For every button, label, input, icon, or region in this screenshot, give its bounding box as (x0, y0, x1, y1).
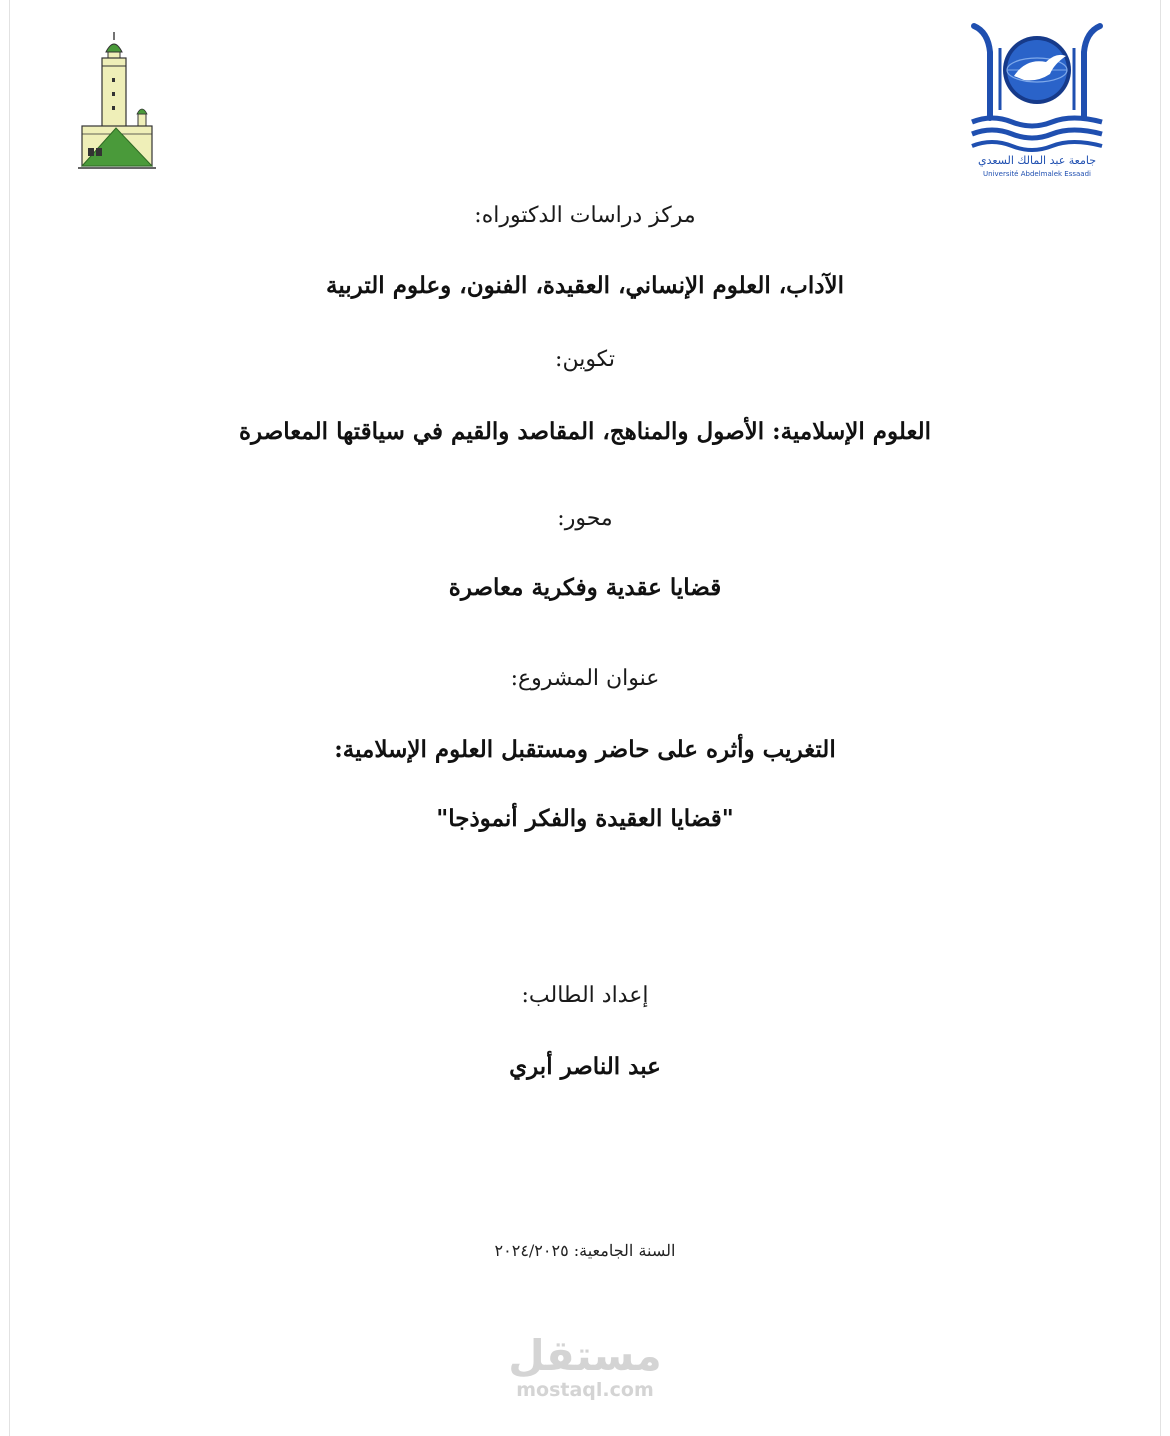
watermark (485, 1331, 685, 1415)
project-title-line1: التغريب وأثره على حاضر ومستقبل العلوم الإسلامية: (334, 736, 836, 763)
watermark-ar: مستقل (508, 1331, 662, 1380)
academic-year: السنة الجامعية: ٢٠٢٤/٢٠٢٥ (494, 1241, 676, 1260)
faculty-logo (78, 30, 156, 172)
doctoral-center-value: الآداب، العلوم الإنساني، العقيدة، الفنون، وعلوم التربية (326, 272, 844, 299)
axis-label: محور: (557, 506, 613, 531)
university-logo (962, 18, 1112, 183)
student-name: عبد الناصر أبري (509, 1053, 661, 1080)
formation-label: تكوين: (555, 347, 615, 372)
minaret-icon (78, 30, 156, 172)
university-logo-icon (962, 18, 1112, 183)
project-title-line2: "قضايا العقيدة والفكر أنموذجا" (436, 805, 734, 832)
doctoral-center-label: مركز دراسات الدكتوراه: (474, 203, 696, 228)
axis-value: قضايا عقدية وفكرية معاصرة (448, 574, 722, 601)
student-label: إعداد الطالب: (521, 983, 649, 1008)
university-name-fr: Université Abdelmalek Essaadi (983, 170, 1091, 178)
project-title-label: عنوان المشروع: (510, 666, 660, 691)
formation-value: العلوم الإسلامية: الأصول والمناهج، المقاصد والقيم في سياقتها المعاصرة (239, 418, 931, 445)
university-name-ar: جامعة عبد المالك السعدي (977, 154, 1097, 167)
watermark-en: mostaql.com (516, 1379, 654, 1401)
